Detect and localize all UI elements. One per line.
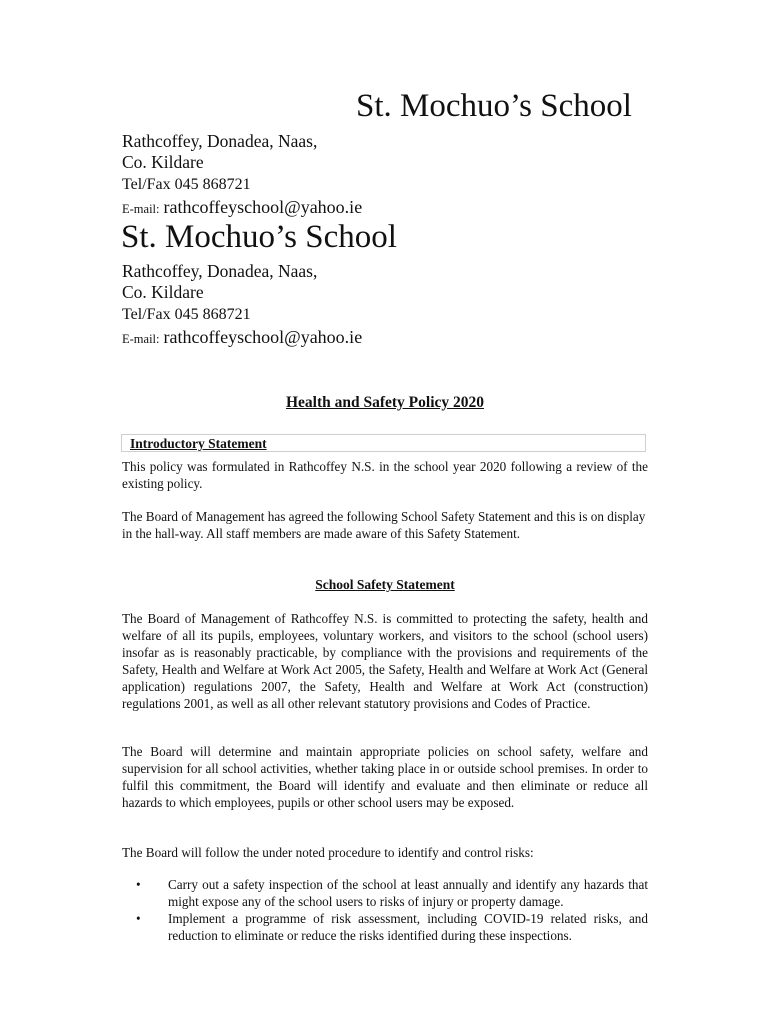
letterhead-address-line1: Rathcoffey, Donadea, Naas, [122, 131, 318, 151]
list-item [122, 876, 648, 910]
letterhead-school-name: St. Mochuo’s School [356, 88, 632, 124]
list-item-text: Implement a programme of risk assessment, including COVID-19 related risks, and reduction to eliminate or reduce the risks identified during these inspections. [168, 911, 648, 943]
letterhead-address-line1: Rathcoffey, Donadea, Naas, [122, 261, 318, 281]
bullet-icon: • [136, 911, 141, 926]
safety-paragraph-3: The Board will follow the under noted procedure to identify and control risks: [122, 845, 534, 860]
letterhead-address-line2: Co. Kildare [122, 152, 204, 172]
introductory-heading-box [121, 434, 646, 452]
list-item [122, 910, 648, 944]
intro-paragraph-1: This policy was formulated in Rathcoffey N.S. in the school year 2020 following a review of the existing policy. [122, 459, 648, 491]
list-item-text: Carry out a safety inspection of the school at least annually and identify any hazards that might expose any of the school users to risks of injury or property damage. [168, 877, 648, 909]
safety-paragraph-1: The Board of Management of Rathcoffey N.S. is committed to protecting the safety, health and welfare of all its pupils, employees, voluntary workers, and visitors to the school (school users) insofar as is reasonably practicable, by compliance with the provisions and requirements of the Safety, Health and Welfare at Work Act 2005, the Safety, Health and Welfare at Work Act (General application) regulations 2007, the Safety, Health and Welfare at Work Act (construction) regulations 2001, as well as all other relevant statutory provisions and Codes of Practice. [122, 611, 648, 711]
letterhead-tel-fax: Tel/Fax 045 868721 [122, 306, 251, 323]
safety-paragraph-2: The Board will determine and maintain appropriate policies on school safety, welfare and supervision for all school activities, whether taking place in or outside school premises. In order to fulfil this commitment, the Board will identify and evaluate and then eliminate or reduce all hazards to which employees, pupils or other school users may be exposed. [122, 744, 648, 810]
risk-procedure-list [122, 876, 648, 944]
policy-title: Health and Safety Policy 2020 [285, 394, 485, 411]
email-label: E-mail: [122, 332, 160, 346]
email-address: rathcoffeyschool@yahoo.ie [163, 197, 363, 217]
email-label: E-mail: [122, 202, 160, 216]
letterhead-address-line2: Co. Kildare [122, 282, 204, 302]
safety-statement-heading: School Safety Statement [315, 577, 455, 592]
intro-paragraph-2: The Board of Management has agreed the following School Safety Statement and this is on display in the hall-way. All staff members are made aware of this Safety Statement. [122, 509, 646, 541]
introductory-heading: Introductory Statement [130, 436, 267, 451]
letterhead-school-name: St. Mochuo’s School [121, 219, 397, 255]
email-address: rathcoffeyschool@yahoo.ie [163, 327, 363, 347]
letterhead-tel-fax: Tel/Fax 045 868721 [122, 176, 251, 193]
letterhead-email-line [122, 326, 362, 350]
bullet-icon: • [136, 877, 141, 892]
